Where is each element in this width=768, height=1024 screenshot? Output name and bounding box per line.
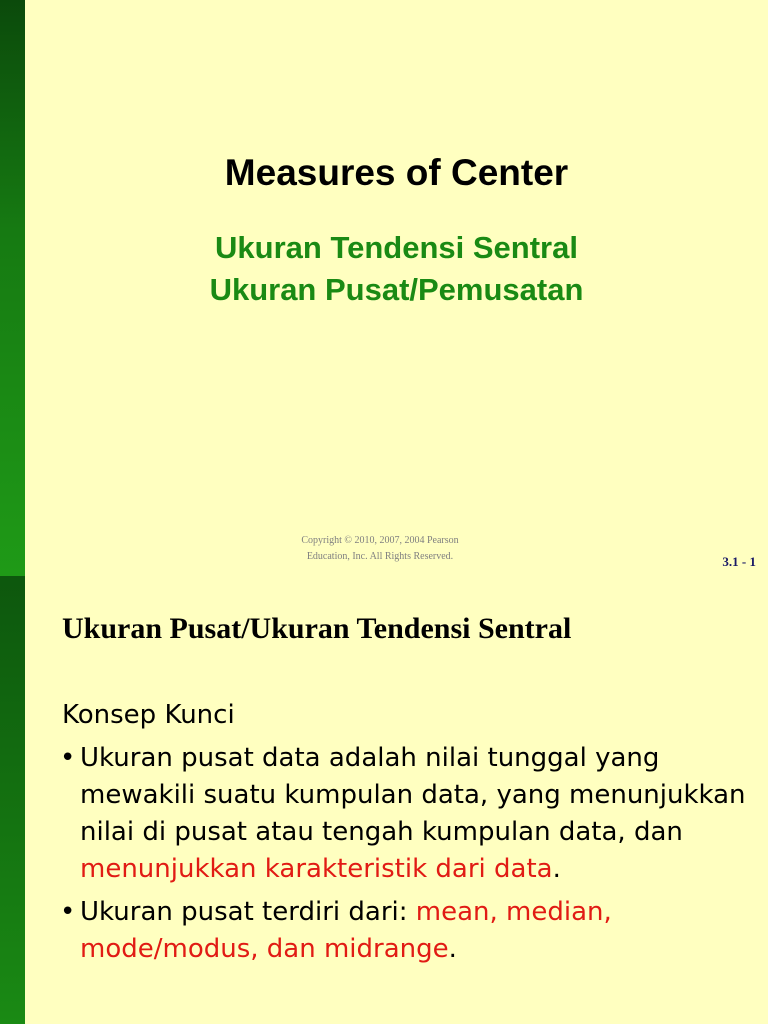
bullet-item-2 xyxy=(62,894,752,968)
slide-1-subtitle-line-2: Ukuran Pusat/Pemusatan xyxy=(209,272,584,307)
bullet-1-end: . xyxy=(552,854,561,884)
slide-number: 3.1 - 1 xyxy=(722,554,756,569)
slide-2-title: Ukuran Pusat/Ukuran Tendensi Sentral xyxy=(62,612,572,645)
slide-2-body xyxy=(62,697,752,974)
bullet-1-text: Ukuran pusat data adalah nilai tunggal yang mewakili suatu kumpulan data, yang menunjukkan nilai di pusat atau tengah kumpulan data, dan xyxy=(80,743,746,847)
section-label: Konsep Kunci xyxy=(62,700,235,730)
slide-2 xyxy=(0,576,768,1024)
copyright-line-2: Education, Inc. All Rights Reserved. xyxy=(306,551,454,562)
bullet-1-highlight: menunjukkan karakteristik dari data xyxy=(80,854,553,884)
slide-1-subtitle-line-1: Ukuran Tendensi Sentral xyxy=(215,230,578,265)
bullet-2-end: . xyxy=(448,934,457,964)
bullet-dot-icon: • xyxy=(60,897,76,927)
copyright-line-1: Copyright © 2010, 2007, 2004 Pearson xyxy=(301,535,459,546)
bullet-2-text: Ukuran pusat terdiri dari: xyxy=(80,897,416,927)
copyright-notice xyxy=(250,533,510,565)
slide-1-title: Measures of Center xyxy=(224,152,569,193)
slide-1-side-bar xyxy=(0,0,25,576)
slide-2-side-bar xyxy=(0,576,25,1024)
bullet-dot-icon: • xyxy=(60,743,76,773)
bullet-2-highlight: mean, median, mode/modus, dan midrange xyxy=(80,897,612,964)
bullet-item-1 xyxy=(62,740,752,888)
